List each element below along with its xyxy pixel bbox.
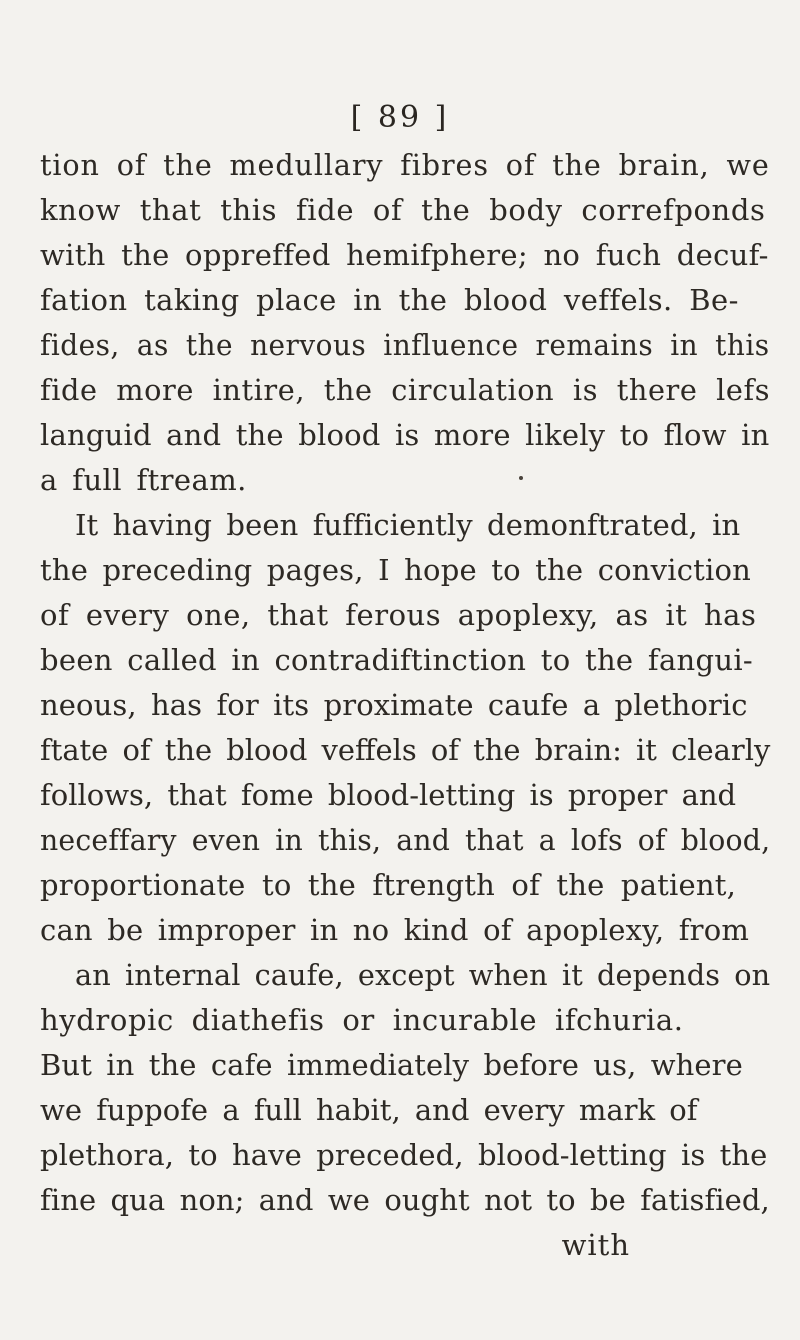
text-line: plethora, to have preceded, blood-letting is the xyxy=(40,1138,768,1172)
text-line: an internal caufe, except when it depends on xyxy=(75,958,771,992)
text-line: proportionate to the ftrength of the patient, xyxy=(40,868,737,902)
text-line: fine qua non; and we ought not to be fatisfied, xyxy=(40,1183,770,1217)
text-line: neous, has for its proximate caufe a plethoric xyxy=(40,688,748,722)
text-line: hydropic diathefis or incurable ifchuria. xyxy=(40,1003,684,1037)
text-line: can be improper in no kind of apoplexy, from xyxy=(40,913,750,947)
text-line: follows, that fome blood-letting is proper and xyxy=(40,778,737,812)
text-line: tion of the medullary fibres of the brain, we xyxy=(40,148,770,182)
text-line: we fuppofe a full habit, and every mark of xyxy=(40,1093,698,1127)
page-number-header: [ 89 ] xyxy=(350,100,450,135)
text-line: know that this fide of the body correfponds xyxy=(40,193,766,227)
text-line: the preceding pages, I hope to the conviction xyxy=(40,553,752,587)
text-line: fide more intire, the circulation is there lefs xyxy=(40,373,771,407)
text-line: a full ftream. xyxy=(40,463,247,497)
catchword: with xyxy=(561,1228,630,1262)
text-line: languid and the blood is more likely to flow in xyxy=(40,418,770,452)
text-line: with the oppreffed hemifphere; no fuch decuf- xyxy=(40,238,769,272)
text-line: of every one, that ferous apoplexy, as it has xyxy=(40,598,757,632)
text-line: fation taking place in the blood veffels. Be- xyxy=(40,283,739,317)
text-line: fides, as the nervous influence remains in this xyxy=(40,328,770,362)
paragraph-first-line: But in the cafe immediately before us, where xyxy=(40,1048,743,1082)
ink-speck xyxy=(519,476,523,480)
text-line: ftate of the blood veffels of the brain: it clearly xyxy=(40,733,771,767)
text-line: neceffary even in this, and that a lofs of blood, xyxy=(40,823,771,857)
text-line: been called in contradiftinction to the fangui- xyxy=(40,643,754,677)
paragraph-first-line: It having been fufficiently demonftrated, in xyxy=(75,508,741,542)
